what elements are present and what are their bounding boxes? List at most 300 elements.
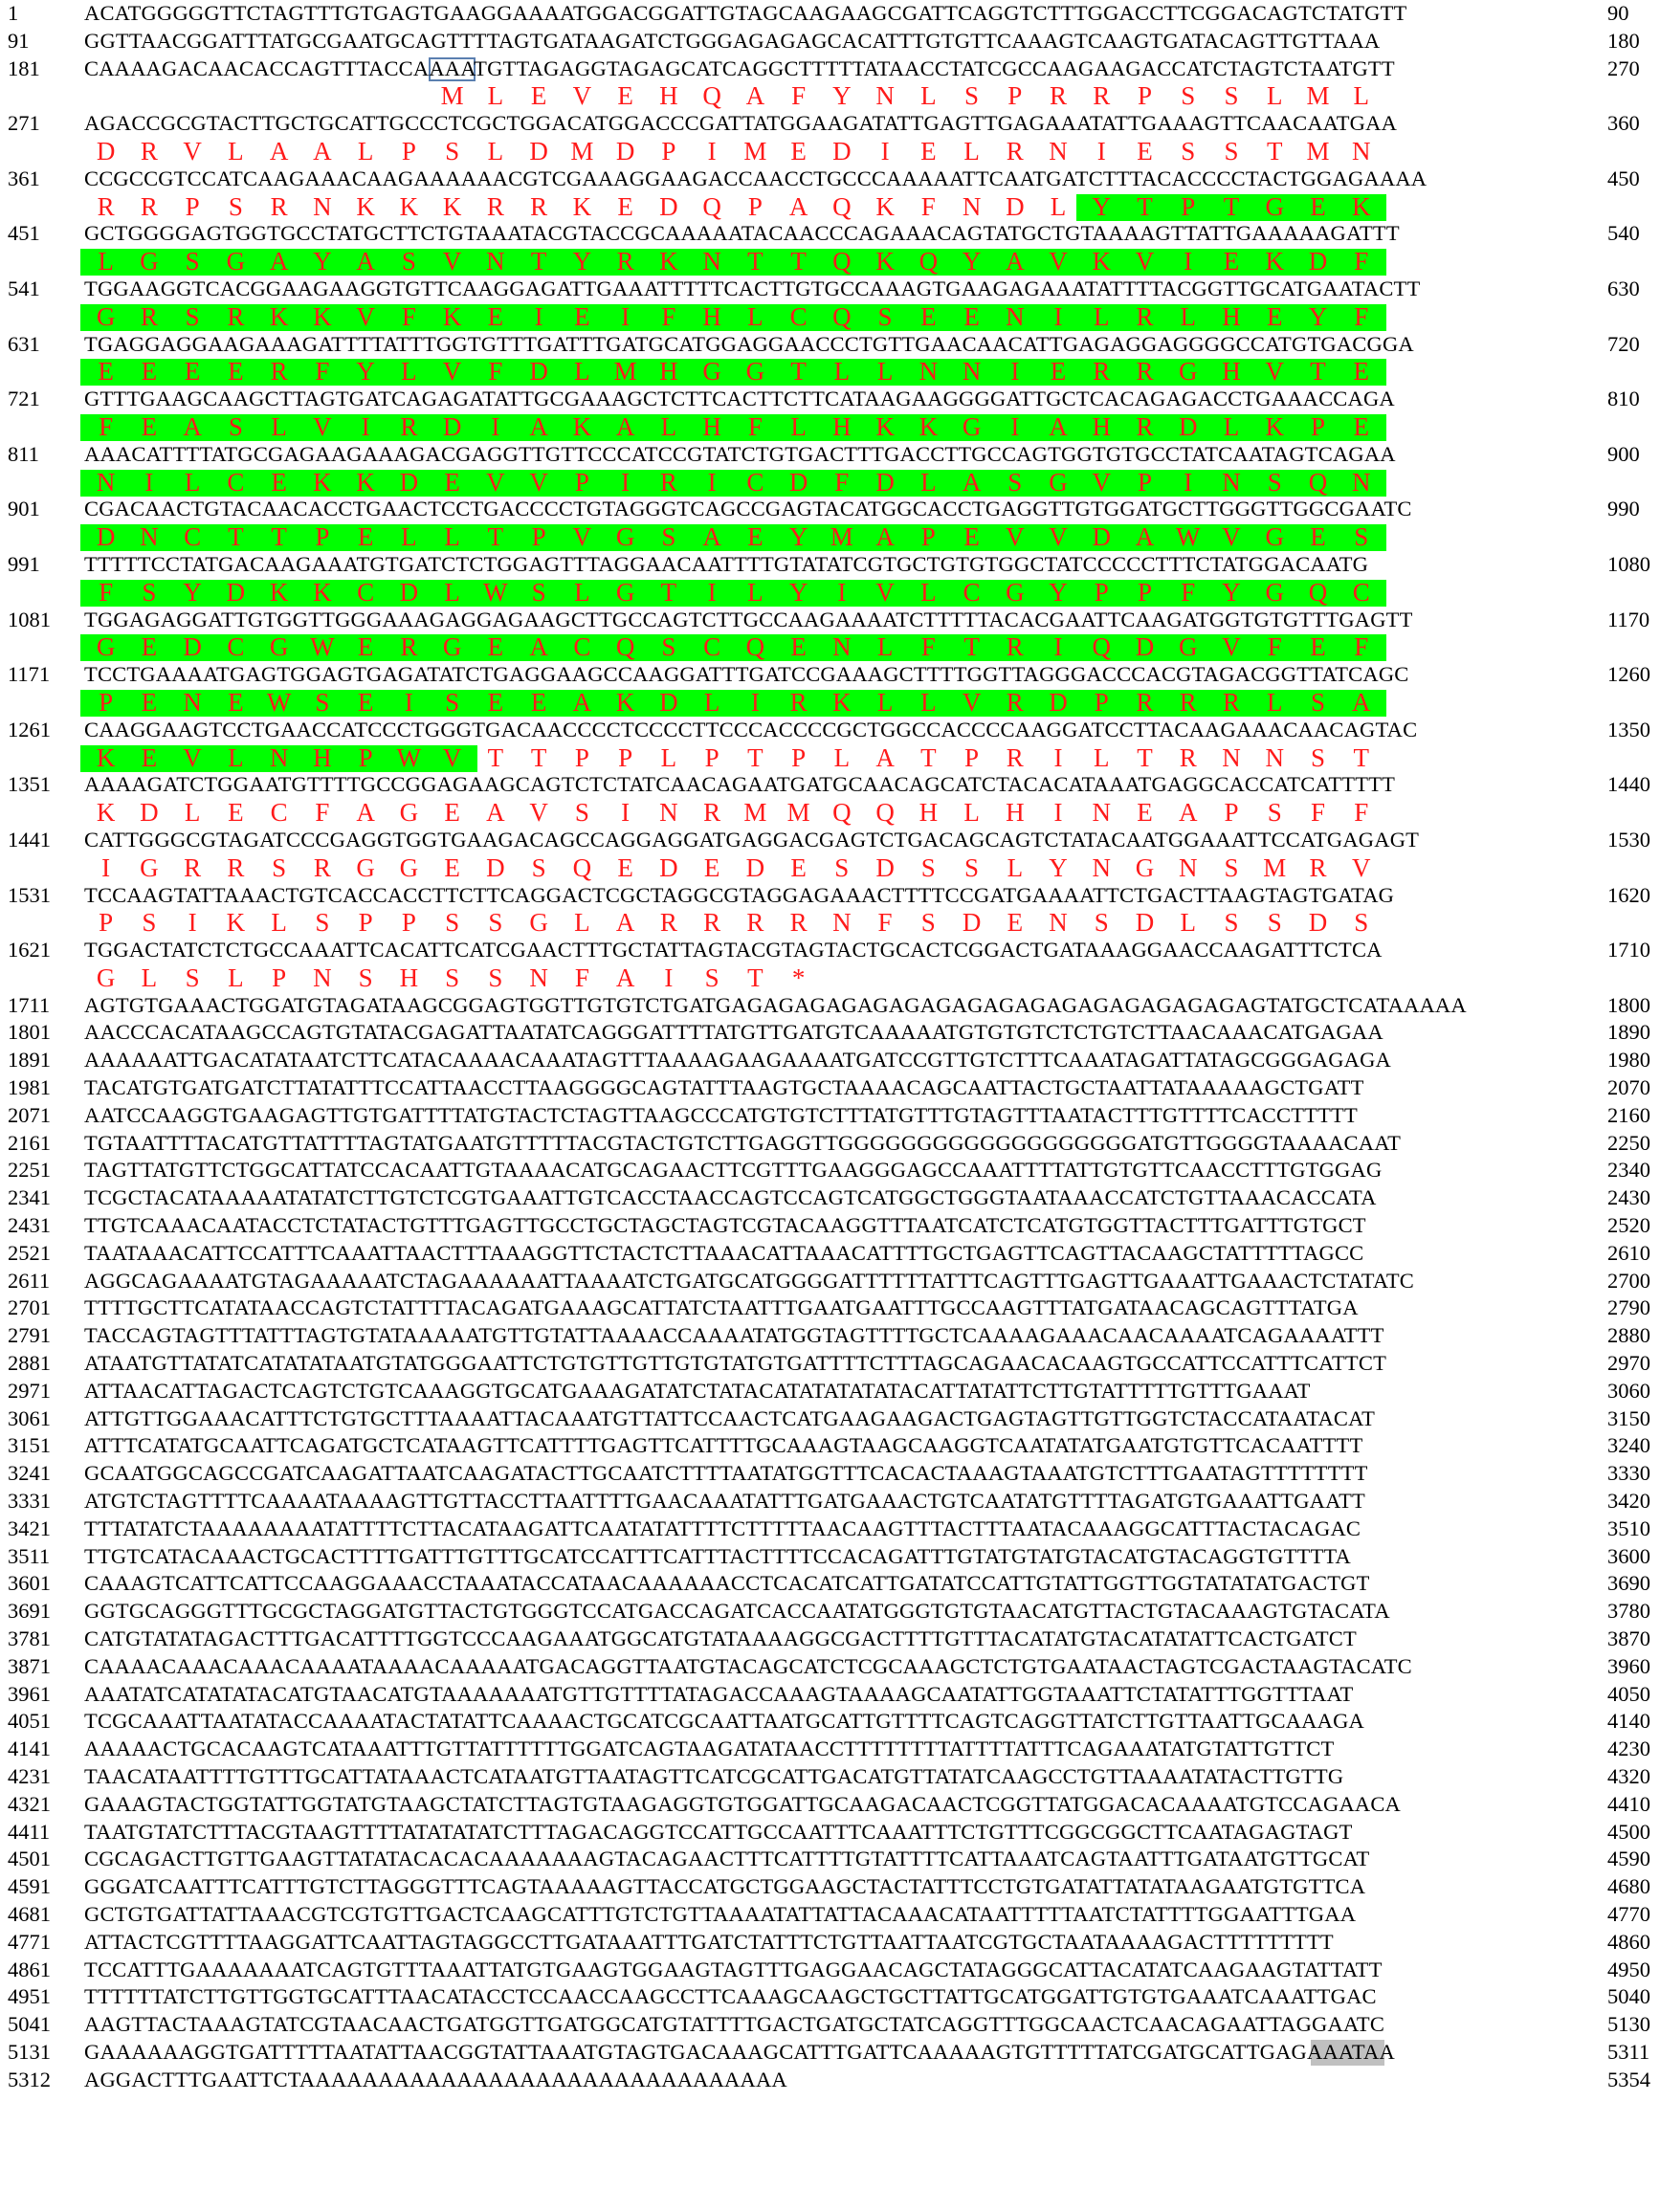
amino-acid: K (96, 798, 116, 828)
amino-acid: T (660, 577, 677, 607)
amino-acid: N (1352, 467, 1371, 497)
amino-acid-row (0, 579, 1660, 607)
amino-acid: L (1353, 81, 1370, 111)
amino-acid: S (488, 908, 503, 938)
amino-acid: D (529, 136, 548, 166)
row-start-position: 1081 (8, 607, 51, 631)
row-end-position: 3060 (1607, 1378, 1650, 1403)
amino-acid: S (488, 962, 503, 992)
row-end-position: 3870 (1607, 1626, 1650, 1651)
row-start-position: 3691 (8, 1599, 51, 1624)
row-end-position: 1260 (1607, 662, 1650, 687)
row-start-position: 1711 (8, 992, 51, 1017)
nucleotide-sequence: TAATGTATCTTTACGTAAGTTTTATATATATCTTTAGACAGGTCCATTGCCAATTTCAAATTTCTGTTTCGGCGGCTTCAATAGAGTAGT (84, 1819, 1353, 1844)
nucleotide-sequence: ATGTCTAGTTTTCAAAATAAAAGTTGTTACCTTAATTTTGAACAAATATTTGATGAAACTGTCAATATGTTTTAGATGTGAAATTGAATT (84, 1489, 1365, 1514)
amino-acid: P (1181, 191, 1196, 221)
amino-acid: P (704, 742, 719, 772)
amino-acid: P (1007, 81, 1023, 111)
row-end-position: 1530 (1607, 827, 1650, 852)
amino-acid: S (272, 852, 287, 882)
row-end-position: 2340 (1607, 1158, 1650, 1183)
amino-acid: V (313, 411, 332, 441)
amino-acid: N (962, 191, 982, 221)
amino-acid: S (445, 908, 460, 938)
nucleotide-sequence: AGGCAGAAAATGTAGAAAAATCTAGAAAAAATTAAAATCTGATGCATGGGGATTTTTTATTTCAGTTTGAGTTGAAATTGAAACTCTATATC (84, 1268, 1414, 1293)
amino-acid: I (1096, 136, 1106, 166)
row-start-position: 1801 (8, 1020, 51, 1045)
amino-acid: N (269, 742, 289, 772)
amino-acid: I (1053, 798, 1063, 828)
amino-acid: L (876, 687, 894, 717)
amino-acid: Q (919, 247, 939, 276)
amino-acid: R (1136, 301, 1154, 331)
amino-acid: E (141, 357, 158, 387)
amino-acid: K (1265, 247, 1285, 276)
amino-acid: H (832, 411, 852, 441)
amino-acid: K (226, 908, 246, 938)
amino-acid: T (1353, 742, 1370, 772)
amino-acid: A (1352, 687, 1371, 717)
amino-acid: F (920, 632, 936, 662)
amino-acid: K (572, 191, 592, 221)
row-end-position: 990 (1607, 497, 1640, 521)
nucleotide-row (0, 1102, 1660, 1130)
amino-acid: S (445, 136, 460, 166)
amino-acid: F (1354, 632, 1369, 662)
amino-acid: Q (832, 798, 852, 828)
amino-acid: L (920, 81, 937, 111)
amino-acid: S (445, 687, 460, 717)
row-start-position: 2521 (8, 1240, 51, 1265)
amino-acid: E (444, 798, 460, 828)
nucleotide-row (0, 2039, 1660, 2067)
amino-acid: L (833, 357, 851, 387)
row-start-position: 4681 (8, 1901, 51, 1926)
amino-acid: P (401, 136, 416, 166)
nucleotide-row (0, 1212, 1660, 1240)
amino-acid: L (184, 798, 201, 828)
nucleotide-row (0, 1901, 1660, 1929)
amino-acid: L (876, 632, 894, 662)
amino-acid: P (531, 522, 546, 552)
amino-acid: T (747, 742, 764, 772)
amino-acid: L (1267, 687, 1283, 717)
nucleotide-sequence: TTTTGCTTCATATAACCAGTCTATTTTACAGATGAAAGCATTATCTAATTTGAATGAATTTGCCAAGTTTATGATAACAGCAGTTTATGA (84, 1295, 1359, 1320)
amino-acid: D (399, 467, 419, 497)
row-end-position: 3600 (1607, 1543, 1650, 1568)
nucleotide-row (0, 1019, 1660, 1047)
nucleotide-row (0, 55, 1660, 83)
row-start-position: 4231 (8, 1764, 51, 1788)
amino-acid: T (1267, 136, 1283, 166)
amino-acid: R (1179, 687, 1197, 717)
amino-acid-track (0, 358, 1660, 386)
amino-acid: R (1179, 742, 1197, 772)
amino-acid: E (703, 852, 720, 882)
row-end-position: 4320 (1607, 1764, 1650, 1788)
nucleotide-sequence: TACATGTGATGATCTTATATTTCCATTAACCTTAAGGGGCAGTATTTAAGTGCTAAAACAGCAATTACTGCTAATTATAAAAAGCTGATT (84, 1075, 1364, 1100)
amino-acid: G (1265, 522, 1285, 552)
amino-acid: M (743, 798, 767, 828)
amino-acid: T (920, 742, 937, 772)
amino-acid: E (1310, 522, 1326, 552)
nucleotide-sequence: ATTTCATATGCAATTCAGATGCTCATAAGTTCATTTTGAGTTCATTTTGCAAAGTAAGCAAGGTCAATATATGAATGTGTTCACAATTTT (84, 1433, 1363, 1458)
nucleotide-sequence: GGTGCAGGGTTTGCGCTAGGATGTTACTGTGGGTCCATGACCAGATCACCAATATGGGTGTGTAACATGTTACTGTACAAAGTGTACATA (84, 1599, 1390, 1624)
amino-acid: L (747, 577, 764, 607)
nucleotide-sequence: AAAAGATCTGGAATGTTTTGCCGGAGAAGCAGTCTCTATCAACAGAATGATGCAACAGCATCTACACATAAATGAGGCACCATCATTTTT (84, 772, 1396, 797)
amino-acid: G (529, 908, 548, 938)
nucleotide-sequence: TTGTCATACAAACTGCACTTTTGATTTGTTTGCATCCATTTCATTTACTTTTCCACAGATTTGTATGTATGTACATGTACAGGTGTTTTA (84, 1543, 1352, 1568)
amino-acid: S (1224, 81, 1239, 111)
amino-acid: F (488, 357, 503, 387)
amino-acid: C (270, 798, 288, 828)
row-start-position: 1891 (8, 1048, 51, 1073)
nucleotide-row (0, 771, 1660, 799)
nucleotide-row (0, 1047, 1660, 1074)
amino-acid: S (1354, 908, 1369, 938)
amino-acid-track (0, 469, 1660, 497)
amino-acid: M (786, 798, 810, 828)
amino-acid: F (661, 301, 676, 331)
amino-acid: R (1136, 687, 1154, 717)
nucleotide-sequence: GAAAGTACTGGTATTGGTATGTAAGCTATCTTAGTGTAAGAGGTGTGGATTGCAAGACAACTCGGTTATGGACACAAAATGTCCAGAACA (84, 1791, 1401, 1816)
amino-acid: S (401, 247, 416, 276)
amino-acid: P (358, 742, 373, 772)
amino-acid: K (269, 577, 289, 607)
row-start-position: 4591 (8, 1874, 51, 1899)
amino-acid: E (1353, 411, 1370, 441)
amino-acid: V (486, 467, 505, 497)
amino-acid: V (1265, 357, 1285, 387)
amino-acid: Y (832, 81, 852, 111)
nucleotide-row (0, 1405, 1660, 1433)
amino-acid: E (617, 852, 633, 882)
nucleotide-row (0, 1378, 1660, 1405)
amino-acid: D (788, 467, 808, 497)
nucleotide-sequence: TTTTTCCTATGACAAGAAATGTGATCTCTGGAGTTTAGGAACAATTTTGTATATCGTGCTGTGTGGCTATCCCCCTTTCTATGGACAATG (84, 551, 1369, 576)
amino-acid: K (1352, 191, 1371, 221)
amino-acid-track (0, 193, 1660, 221)
row-end-position: 1620 (1607, 882, 1650, 907)
nucleotide-row (0, 1846, 1660, 1873)
amino-acid: K (313, 301, 332, 331)
amino-acid: R (1006, 632, 1024, 662)
nucleotide-sequence: CATGTATATAGACTTTGACATTTTGGTCCCAAGAAATGGCATGTATAAAAGGCGACTTTTGTTTACATATGTACATATATTCACTGATCT (84, 1626, 1357, 1651)
nucleotide-row (0, 331, 1660, 359)
amino-acid: T (487, 742, 504, 772)
amino-acid: C (184, 522, 202, 552)
amino-acid: D (1049, 687, 1068, 717)
amino-acid: G (702, 357, 721, 387)
row-end-position: 3330 (1607, 1461, 1650, 1486)
nucleotide-sequence: GCTGGGGAGTGGTGCCTATGCTTCTGTAAATACGTACCGCAAAAATACAACCCAGAAACAGTATGCTGTAAAAGTTATTGAAAAAGATTT (84, 221, 1400, 246)
nucleotide-row (0, 1598, 1660, 1626)
amino-acid: E (747, 522, 764, 552)
row-start-position: 1261 (8, 717, 51, 741)
amino-acid: P (1094, 577, 1109, 607)
amino-acid: E (1310, 632, 1326, 662)
amino-acid: E (487, 687, 504, 717)
amino-acid-row (0, 854, 1660, 882)
nucleotide-row (0, 166, 1660, 193)
row-end-position: 4050 (1607, 1681, 1650, 1706)
amino-acid: D (96, 136, 116, 166)
row-end-position: 900 (1607, 441, 1640, 466)
amino-acid: V (442, 357, 462, 387)
amino-acid: S (185, 247, 200, 276)
nucleotide-row (0, 551, 1660, 579)
amino-acid: T (790, 247, 807, 276)
nucleotide-sequence: TTTTTTATCTTGTTGGTGCATTTAACATACCTCCAACCAAGCCTTCAAAGCAAGCTGCTTATTGCATGGATTGTGTGAAATCAAATTGAC (84, 1984, 1377, 2009)
amino-acid: N (1049, 908, 1068, 938)
amino-acid: G (1049, 467, 1068, 497)
amino-acid: T (1310, 357, 1326, 387)
amino-acid: D (1179, 411, 1198, 441)
row-start-position: 2161 (8, 1130, 51, 1155)
amino-acid-row (0, 523, 1660, 551)
row-start-position: 1 (8, 1, 19, 25)
nucleotide-sequence: GGGATCAATTTCATTTGTCTTAGGGTTTCAGTAAAAAGTTACCATGCTGGAAGCTACTATTTCCTGTGATATTATATAAGAATGTGTTCA (84, 1874, 1366, 1899)
amino-acid: Y (788, 577, 808, 607)
row-end-position: 1170 (1607, 607, 1650, 631)
amino-acid: R (140, 191, 158, 221)
amino-acid: I (837, 577, 847, 607)
amino-acid: Q (702, 191, 721, 221)
amino-acid-row (0, 82, 1660, 110)
amino-acid: K (1265, 411, 1285, 441)
amino-acid-track (0, 799, 1660, 827)
row-end-position: 360 (1607, 111, 1640, 136)
row-start-position: 5131 (8, 2039, 51, 2064)
amino-acid: S (1094, 908, 1109, 938)
amino-acid: T (228, 522, 244, 552)
amino-acid: R (659, 908, 677, 938)
amino-acid: K (442, 301, 462, 331)
row-end-position: 540 (1607, 221, 1640, 246)
nucleotide-row (0, 1130, 1660, 1158)
amino-acid: K (399, 191, 419, 221)
amino-acid: G (1179, 357, 1198, 387)
amino-acid-track (0, 523, 1660, 551)
amino-acid: V (1049, 247, 1068, 276)
amino-acid: L (487, 136, 504, 166)
amino-acid: M (830, 522, 853, 552)
nucleotide-row (0, 1708, 1660, 1736)
amino-acid: L (660, 742, 677, 772)
amino-acid: R (1093, 81, 1111, 111)
nucleotide-sequence: TCCTGAAAATGAGTGGAGTGAGATATCTGAGGAAGCCAAGGATTTGATCCGAAAGCTTTTGGTTAGGGACCCACGTAGACGGTTATCAGC (84, 662, 1409, 687)
amino-acid: R (184, 852, 202, 882)
amino-acid: I (707, 577, 717, 607)
nucleotide-sequence: CGACAACTGTACAACACCTGAACTCCTGACCCCTGTAGGGTCAGCCGAGTACATGGCACCTGAGGTTGTGGATGCTTGGGTTGGCGAATC (84, 497, 1412, 521)
amino-acid: N (1179, 852, 1198, 882)
amino-acid: A (313, 136, 332, 166)
amino-acid: R (313, 852, 331, 882)
amino-acid: P (315, 522, 330, 552)
amino-acid: R (1050, 81, 1068, 111)
amino-acid: L (1180, 301, 1197, 331)
row-start-position: 271 (8, 111, 40, 136)
nucleotide-row (0, 1681, 1660, 1709)
amino-acid: R (140, 136, 158, 166)
amino-acid: L (401, 357, 417, 387)
amino-acid: E (357, 522, 374, 552)
row-start-position: 991 (8, 551, 40, 576)
amino-acid: K (572, 411, 592, 441)
row-end-position: 3960 (1607, 1653, 1650, 1678)
amino-acid: C (357, 577, 375, 607)
row-start-position: 4411 (8, 1819, 51, 1844)
amino-acid: E (141, 632, 158, 662)
amino-acid: Y (183, 577, 202, 607)
amino-acid: A (615, 908, 635, 938)
amino-acid: V (183, 742, 202, 772)
nucleotide-sequence: TCGCTACATAAAAATATATCTTGTCTCGTGAAATTGTCACCTAACCAGTCCAGTCATGGCTGGGTAATAAACCATCTGTTAAACACCATA (84, 1185, 1377, 1210)
amino-acid: I (750, 687, 760, 717)
amino-acid: N (140, 522, 159, 552)
amino-acid: L (228, 742, 244, 772)
amino-acid: A (875, 742, 895, 772)
row-end-position: 4950 (1607, 1957, 1650, 1981)
amino-acid: K (356, 191, 375, 221)
amino-acid: R (1223, 687, 1241, 717)
amino-acid: N (1265, 742, 1285, 772)
amino-acid: D (140, 798, 159, 828)
nucleotide-row (0, 661, 1660, 689)
amino-acid: N (183, 687, 202, 717)
amino-acid: S (1267, 467, 1282, 497)
nucleotide-row (0, 937, 1660, 964)
amino-acid: I (1010, 357, 1020, 387)
amino-acid: H (659, 81, 678, 111)
row-start-position: 2431 (8, 1213, 51, 1238)
nucleotide-sequence: TAATAAACATTCCATTTCAAATTAACTTTAAAGGTTCTACTCTTAAACATTAAACATTTTGCTGAGTTCAGTTACAAGCTATTTTTAGCC (84, 1240, 1364, 1265)
amino-acid: W (310, 632, 335, 662)
amino-acid: P (661, 136, 676, 166)
amino-acid: R (703, 908, 721, 938)
row-end-position: 4500 (1607, 1819, 1650, 1844)
amino-acid: L (920, 467, 937, 497)
row-end-position: 2520 (1607, 1213, 1650, 1238)
amino-acid: S (445, 962, 460, 992)
amino-acid: K (875, 247, 895, 276)
amino-acid: H (919, 798, 939, 828)
amino-acid: R (400, 632, 418, 662)
row-start-position: 181 (8, 55, 40, 80)
amino-acid: I (144, 467, 154, 497)
amino-acid: S (877, 301, 893, 331)
amino-acid: K (659, 247, 678, 276)
amino-acid-track (0, 138, 1660, 166)
row-start-position: 2881 (8, 1351, 51, 1376)
amino-acid: Q (702, 81, 721, 111)
amino-acid: Q (832, 247, 852, 276)
amino-acid: I (621, 798, 631, 828)
amino-acid: R (789, 687, 808, 717)
amino-acid: D (486, 852, 505, 882)
amino-acid: R (659, 467, 677, 497)
amino-acid: V (1222, 522, 1241, 552)
amino-acid: E (444, 852, 460, 882)
amino-acid: A (572, 687, 592, 717)
row-start-position: 541 (8, 276, 40, 300)
nucleotide-sequence: AAATATCATATATACATGTAACATGTAAAAAAATGTTGTTTTATAGACCAAAGTAAAAGCAATATTGGTAAATTCTATATTTGGTTTAAT (84, 1681, 1354, 1706)
row-end-position: 3240 (1607, 1433, 1650, 1458)
amino-acid: T (1137, 191, 1153, 221)
amino-acid: S (228, 411, 243, 441)
amino-acid: R (746, 908, 764, 938)
amino-acid: I (880, 136, 890, 166)
amino-acid: L (660, 411, 677, 441)
amino-acid: E (617, 191, 633, 221)
amino-acid: Y (1222, 577, 1241, 607)
amino-acid: S (574, 798, 589, 828)
nucleotide-sequence: CCGCCGTCCATCAAGAAACAAGAAAAAACGTCGAAAGGAAGACCAACCTGCCCAAAAATTCAATGATCTTTACACCCCTACTGGAGAAAA (84, 166, 1428, 190)
row-end-position: 1800 (1607, 992, 1650, 1017)
amino-acid: E (184, 357, 201, 387)
amino-acid: G (96, 632, 116, 662)
amino-acid: D (875, 467, 895, 497)
amino-acid: I (1010, 411, 1020, 441)
amino-acid: V (1049, 522, 1068, 552)
amino-acid: D (1308, 908, 1328, 938)
amino-acid: S (142, 908, 157, 938)
amino-acid: Q (745, 632, 765, 662)
nucleotide-sequence: TGTAATTTTACATGTTATTTTAGTATGAATGTTTTTACGTACTGTCTTGAGGTTGGGGGGGGGGGGGGGGGGGATGTTGGGGTAAAACAAT (84, 1130, 1402, 1155)
amino-acid: A (1049, 411, 1068, 441)
amino-acid: F (920, 191, 936, 221)
amino-acid: I (491, 411, 500, 441)
amino-acid-row (0, 358, 1660, 386)
amino-acid: D (615, 136, 635, 166)
amino-acid: V (1135, 247, 1155, 276)
row-start-position: 361 (8, 166, 40, 190)
amino-acid: G (442, 632, 462, 662)
nucleotide-row (0, 1983, 1660, 2011)
amino-acid: I (1184, 247, 1193, 276)
amino-acid: W (396, 742, 422, 772)
nucleotide-row (0, 0, 1660, 28)
amino-acid: N (529, 962, 548, 992)
row-end-position: 5311 (1607, 2039, 1650, 2064)
amino-acid: L (833, 742, 851, 772)
nucleotide-sequence: AAGTTACTAAAGTATCGTAACAACTGATGGTTGATGGCATGTATTTTGACTGATGCTATCAGGTTTGGCAACTCAACAGAATTAGGAATC (84, 2012, 1385, 2037)
amino-acid: E (444, 467, 460, 497)
amino-acid: E (1137, 136, 1153, 166)
amino-acid: H (1222, 357, 1241, 387)
amino-acid: V (529, 467, 548, 497)
amino-acid: L (444, 577, 460, 607)
amino-acid: Y (313, 247, 332, 276)
amino-acid: Y (572, 247, 592, 276)
nucleotide-sequence: TGGACTATCTCTGCCAAATTCACATTCATCGAACTTTGCTATTAGTACGTAGTACTGCACTCGGACTGATAAAGGAACCAAGATTTCTCA (84, 938, 1383, 962)
amino-acid-track (0, 248, 1660, 276)
amino-acid: M (1306, 136, 1330, 166)
nucleotide-sequence: CATTGGGCGTAGATCCCGAGGTGGTGAAGACAGCCAGGAGGATGAGGACGAGTCTGACAGCAGTCTATACAATGGAAATTCCATGAGAGT (84, 827, 1420, 852)
nucleotide-sequence: AGACCGCGTACTTGCTGCATTGCCCTCGCTGGACATGGACCCGATTATGGAAGATATTGAGTTGAGAAATATTGAAAGTTCAACAATGAA (84, 111, 1398, 136)
nucleotide-sequence: AACCCACATAAGCCAGTGTATACGAGATTAATATCAGGGATTTTATGTTGATGTCAAAAATGTGTGTCTCTGTCTTAACAAACATGAGAA (84, 1020, 1383, 1045)
amino-acid: R (227, 852, 245, 882)
row-end-position: 4410 (1607, 1791, 1650, 1816)
amino-acid-row (0, 193, 1660, 221)
row-end-position: 1980 (1607, 1048, 1650, 1073)
nucleotide-sequence: GCTGTGATTATTAAACGTCGTGTTGACTCAAGCATTTGTCTGTTAAAATATTATTACAAACATAATTTTTAATCTATTTTGGAATTTGAA (84, 1901, 1357, 1926)
nucleotide-row (0, 1736, 1660, 1763)
amino-acid: H (1092, 411, 1112, 441)
row-end-position: 4860 (1607, 1929, 1650, 1954)
nucleotide-sequence: GCAATGGCAGCCGATCAAGATTAATCAAGATACTTGCAATCTTTTAATATGGTTTCACACTAAAGTAAATGTCTTTGAATAGTTTTTTTT (84, 1461, 1368, 1486)
amino-acid: P (1224, 798, 1239, 828)
